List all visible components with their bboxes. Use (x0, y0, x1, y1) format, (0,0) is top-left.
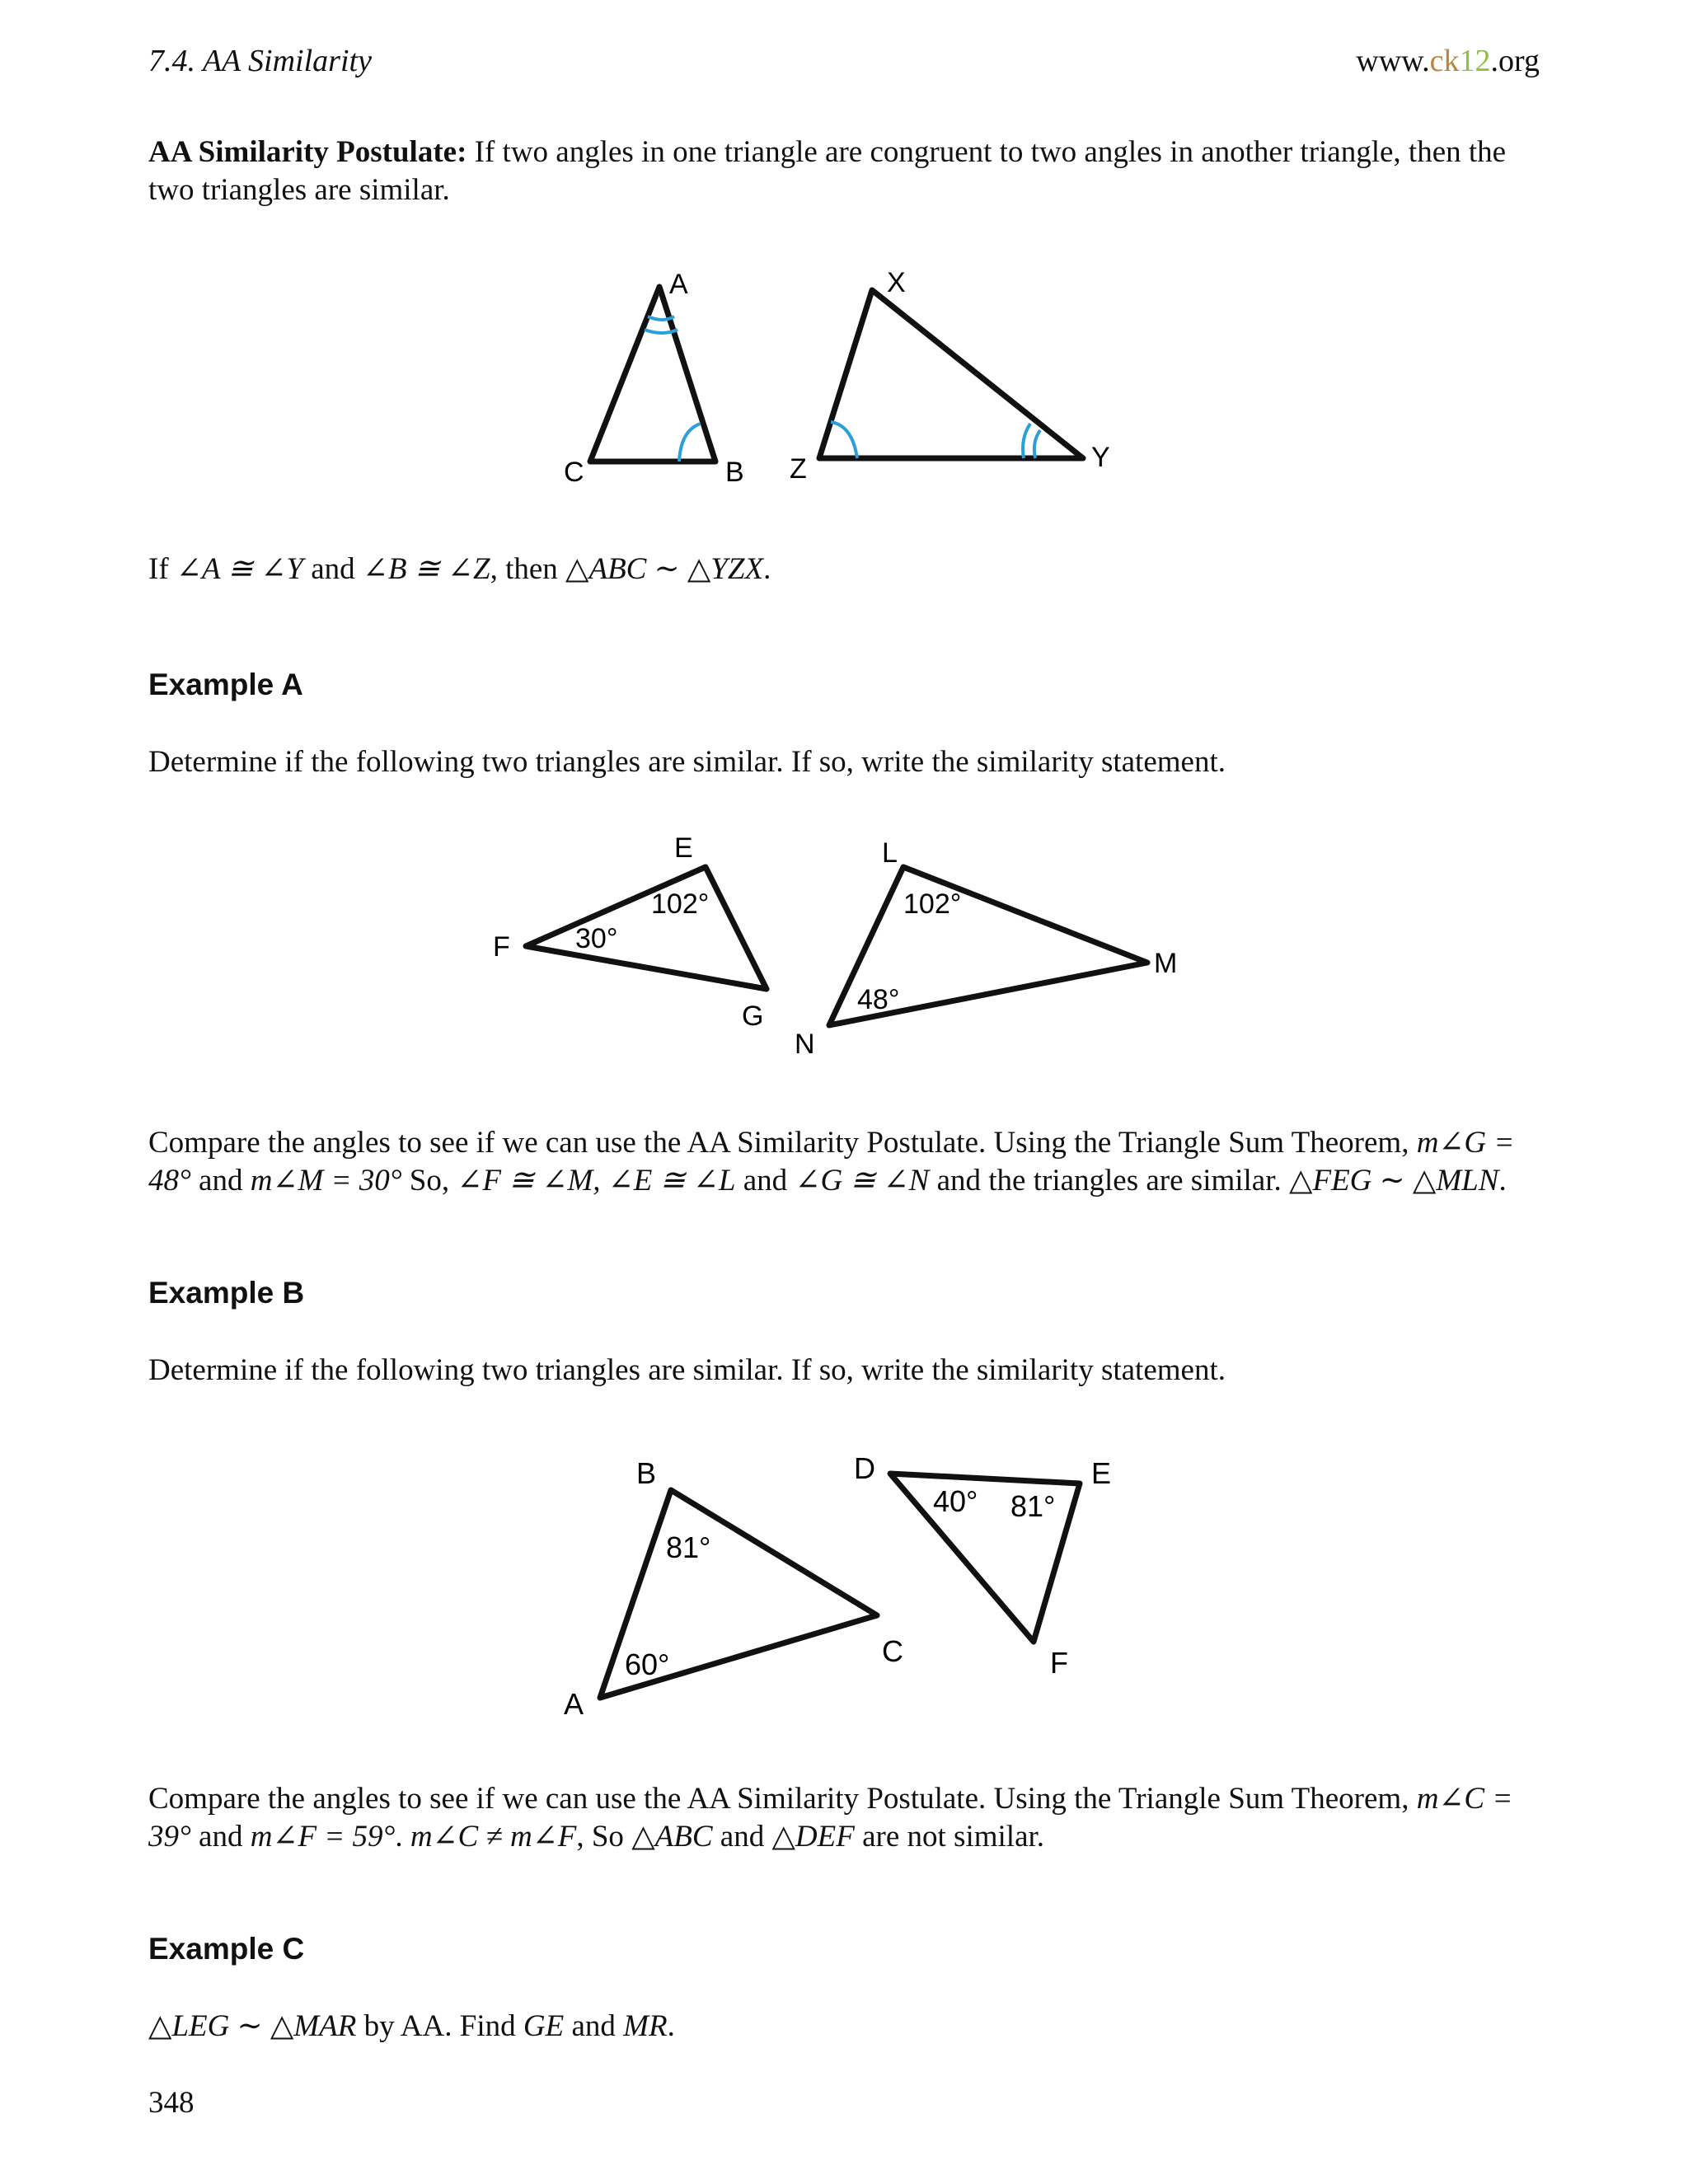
site-suffix: .org (1490, 44, 1540, 78)
angle-a-arc-1 (648, 316, 674, 320)
example-b-prompt: Determine if the following two triangles are similar. If so, write the similarity statement. (148, 1353, 1226, 1387)
label-f: F (493, 931, 510, 963)
answer-a-text-3: So, (401, 1164, 457, 1197)
statement-angle-b: ∠B ≅ ∠Z (362, 552, 490, 586)
site-prefix: www. (1356, 44, 1430, 78)
answer-b-text-1: Compare the angles to see if we can use the AA Similarity Postulate. Using the Triangle Sum Theorem, (148, 1782, 1417, 1816)
angle-f-label: 30° (575, 923, 618, 954)
triangle-feg (493, 832, 767, 1032)
angle-n-label: 48° (857, 984, 900, 1015)
label-n: N (795, 1029, 815, 1060)
site-ck: ck (1429, 44, 1460, 78)
label-y: Y (1091, 442, 1110, 473)
example-a-answer (148, 1124, 1541, 1200)
answer-a-math-1: m∠G = 48° (148, 1126, 1515, 1197)
answer-b-math-2: m∠F = 59° (250, 1820, 396, 1854)
example-c-math-2: GE (523, 2009, 565, 2043)
angle-z-arc (831, 422, 857, 458)
answer-b-math-1: m∠C = 39° (148, 1782, 1513, 1854)
angle-d-label: 40° (933, 1484, 978, 1518)
answer-b-text-3: . (395, 1820, 410, 1854)
label-m: M (1154, 948, 1178, 979)
label-x: X (887, 267, 906, 298)
answer-b-text-6: are not similar. (854, 1820, 1045, 1854)
example-c-text-3: . (667, 2009, 675, 2043)
angle-y-arc-2 (1023, 424, 1030, 458)
answer-a-math-5: △FEG ∼ △MLN (1289, 1164, 1499, 1197)
statement-and: and (302, 552, 363, 586)
angle-e-label-b: 81° (1010, 1489, 1056, 1523)
example-b-answer (148, 1780, 1541, 1856)
answer-a-math-3: ∠F ≅ ∠M, ∠E ≅ ∠L (457, 1164, 736, 1197)
label-f-b: F (1050, 1646, 1068, 1680)
label-e: E (674, 832, 693, 864)
label-g: G (742, 1001, 764, 1032)
example-c-prompt (148, 2008, 1541, 2046)
label-b-b: B (636, 1456, 657, 1490)
postulate-text: If two angles in one triangle are congruent to two angles in another triangle, then the two triangles are similar. (148, 135, 1507, 207)
label-e-b: E (1091, 1456, 1112, 1490)
example-c-math-1: △LEG ∼ △MAR (148, 2009, 357, 2043)
angle-a-label: 60° (625, 1647, 670, 1681)
label-d: D (854, 1451, 875, 1485)
answer-b-text-2: and (190, 1820, 251, 1854)
triangle-lmn (795, 837, 1177, 1060)
statement-end: . (763, 552, 771, 586)
label-c-b: C (882, 1634, 903, 1668)
answer-a-text-4: and (735, 1164, 795, 1197)
label-b: B (725, 457, 744, 488)
page-number: 348 (148, 2086, 195, 2120)
statement-1 (148, 551, 1541, 588)
label-l: L (882, 837, 898, 869)
answer-a-text-2: and (190, 1164, 251, 1197)
triangle-abc (564, 269, 744, 488)
answer-b-math-3: m∠C ≠ m∠F (410, 1820, 577, 1854)
triangle-abc-b (564, 1456, 903, 1721)
angle-e-label: 102° (651, 888, 710, 920)
angle-l-label: 102° (903, 888, 962, 920)
angle-b-arc (679, 424, 701, 462)
example-c-text-1: by AA. Find (356, 2009, 523, 2043)
statement-angle-a: ∠A ≅ ∠Y (176, 552, 303, 586)
label-c: C (564, 457, 584, 488)
answer-a-text-1: Compare the angles to see if we can use the AA Similarity Postulate. Using the Triangle Sum Theorem, (148, 1126, 1417, 1160)
statement-then: , then (490, 552, 566, 586)
section-title: 7.4. AA Similarity (148, 44, 372, 78)
label-z: Z (790, 453, 807, 485)
example-c-math-3: MR (623, 2009, 668, 2043)
answer-a-text-6: . (1498, 1164, 1507, 1197)
statement-similar: △ABC ∼ △YZX (565, 552, 764, 586)
postulate-term: AA Similarity Postulate: (148, 135, 467, 169)
label-a-b: A (564, 1687, 584, 1721)
statement-if: If (148, 552, 176, 586)
answer-a-math-2: m∠M = 30° (250, 1164, 402, 1197)
answer-b-math-5: △DEF (771, 1820, 855, 1854)
label-a: A (669, 269, 688, 300)
answer-b-text-4: , So (576, 1820, 632, 1854)
triangle-xyz (790, 267, 1110, 485)
example-b-heading: Example B (148, 1276, 305, 1310)
example-c-heading: Example C (148, 1932, 305, 1966)
example-a-heading: Example A (148, 668, 303, 701)
site-12: 12 (1459, 44, 1491, 78)
answer-b-text-5: and (712, 1820, 772, 1854)
answer-a-text-5: and the triangles are similar. (929, 1164, 1290, 1197)
answer-a-math-4: ∠G ≅ ∠N (795, 1164, 930, 1197)
angle-b-label: 81° (666, 1530, 711, 1564)
example-c-text-2: and (564, 2009, 624, 2043)
answer-b-math-4: △ABC (631, 1820, 713, 1854)
angle-a-arc-2 (645, 330, 678, 333)
angle-y-arc-1 (1034, 430, 1040, 458)
example-a-prompt: Determine if the following two triangles are similar. If so, write the similarity statement. (148, 745, 1226, 779)
